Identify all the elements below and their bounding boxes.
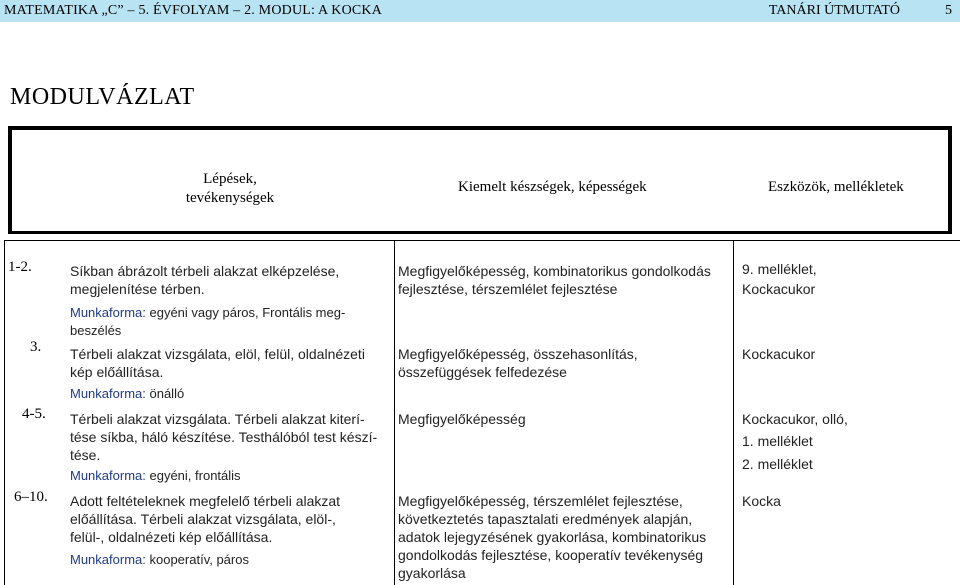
work-form-value: kooperatív, páros [145, 552, 249, 567]
skill-text: fejlesztése, térszemlélet fejlesztése [398, 281, 618, 297]
column-header-steps-line: Lépések, [203, 171, 257, 187]
row-number: 1-2. [8, 259, 32, 275]
work-form-label: Munkaforma: [70, 386, 146, 401]
skill-text: gondolkodás fejlesztése, kooperatív tevékenység [398, 547, 704, 563]
step-text: Síkban ábrázolt térbeli alakzat elképzelése, [70, 263, 340, 279]
running-header [0, 0, 960, 22]
row-number: 3. [30, 339, 42, 355]
tool-text: Kockacukor, olló, [742, 411, 848, 427]
header-course-title: MATEMATIKA „C” – 5. ÉVFOLYAM – 2. MODUL: A KOCKA [4, 3, 383, 18]
page-number: 5 [945, 3, 952, 18]
skill-text: Megfigyelőképesség, kombinatorikus gondolkodás [398, 263, 711, 279]
column-header-tools: Eszközök, mellékletek [768, 179, 904, 195]
column-header-steps-line: tevékenységek [185, 190, 275, 206]
skill-text: adatok lejegyzésének gyakorlása, kombinatorikus [398, 529, 707, 545]
work-form-label: Munkaforma: [70, 552, 146, 567]
step-text: tése síkba, háló készítése. Testhálóból test készí- [70, 429, 378, 445]
step-text: tése. [70, 447, 101, 463]
skill-text: Megfigyelőképesség, térszemlélet fejlesztése, [398, 493, 683, 509]
work-form [70, 385, 184, 403]
skill-text: összefüggések felfedezése [398, 364, 567, 380]
page-title: MODULVÁZLAT [10, 84, 195, 110]
work-form-value: beszélés [70, 323, 122, 338]
column-divider [394, 240, 395, 585]
skill-text: Megfigyelőképesség, összehasonlítás, [398, 346, 638, 362]
work-form-label: Munkaforma: [70, 305, 146, 320]
tool-text: 1. melléklet [742, 433, 813, 449]
tool-text: 2. melléklet [742, 456, 813, 472]
skill-text: gyakorlása [398, 565, 466, 581]
step-text: előállítása. Térbeli alakzat vizsgálata, elöl-, [70, 511, 336, 527]
row-number: 6–10. [14, 489, 48, 505]
work-form [70, 551, 249, 569]
column-header-skills: Kiemelt készségek, képességek [458, 179, 647, 195]
column-divider [733, 240, 734, 585]
work-form [70, 467, 241, 485]
skill-text: következtetés tapasztalati eredmények alapján, [398, 511, 693, 527]
table-header [8, 126, 952, 234]
tool-text: Kockacukor [742, 346, 816, 362]
work-form [70, 304, 345, 322]
step-text: Térbeli alakzat vizsgálata. Térbeli alakzat kiterí- [70, 411, 365, 427]
work-form-value: egyéni, frontális [145, 468, 241, 483]
column-header-steps [160, 170, 300, 208]
step-text: Adott feltételeknek megfelelő térbeli alakzat [70, 493, 341, 509]
tool-text: Kockacukor [742, 281, 816, 297]
step-text: felül-, oldalnézeti kép előállítása. [70, 529, 273, 545]
step-text: Térbeli alakzat vizsgálata, elöl, felül, oldalnézeti [70, 346, 365, 362]
tool-text: 9. melléklet, [742, 261, 817, 277]
header-guide-label: TANÁRI ÚTMUTATÓ [768, 3, 900, 18]
tool-text: Kocka [742, 493, 781, 509]
work-form-value: önálló [145, 386, 185, 401]
step-text: megjelenítése térben. [70, 281, 205, 297]
skill-text: Megfigyelőképesség [398, 411, 526, 427]
work-form-value: egyéni vagy páros, Frontális meg- [145, 305, 346, 320]
work-form-label: Munkaforma: [70, 468, 146, 483]
row-number: 4-5. [22, 406, 46, 422]
step-text: kép előállítása. [70, 364, 164, 380]
